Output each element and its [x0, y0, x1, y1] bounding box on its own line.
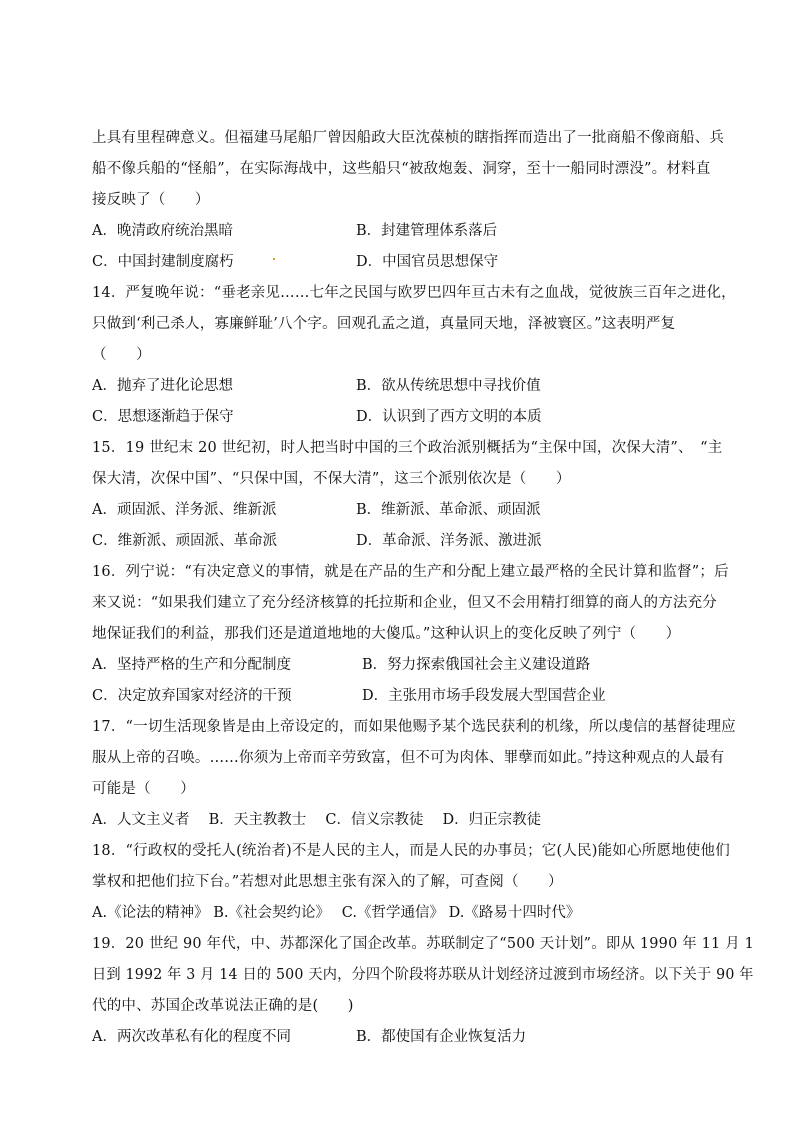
q17-options[interactable]: A．人文主义者 B．天主教教士 C．信义宗教徒 D．归正宗教徒: [92, 812, 542, 828]
q18-line-2: 掌权和把他们拉下台。”若想对此思想主张有深入的了解，可查阅（ ）: [92, 874, 563, 890]
q13-line-1: 上具有里程碑意义。但福建马尾船厂曾因船政大臣沈葆桢的瞎指挥而造出了一批商船不像商船、兵: [92, 130, 725, 146]
q14-line-1: 14．严复晚年说：“垂老亲见……七年之民国与欧罗巴四年亘古未有之血战，觉彼族三百年之进化，: [92, 285, 736, 301]
q13-line-3: 接反映了（ ）: [92, 192, 210, 208]
q19-line-3: 代的中、苏国企改革说法正确的是( ): [92, 998, 354, 1014]
q13-option-a[interactable]: A．晚清政府统治黑暗: [92, 223, 233, 239]
q17-line-3: 可能是（ ）: [92, 781, 195, 797]
q13-option-d[interactable]: D．中国官员思想保守: [356, 254, 499, 270]
q16-line-2: 来又说：“如果我们建立了充分经济核算的托拉斯和企业，但又不会用精打细算的商人的方法充分: [92, 595, 718, 611]
q16-option-b[interactable]: B．努力探索俄国社会主义建设道路: [362, 657, 591, 673]
q15-option-b[interactable]: B．维新派、革命派、顽固派: [356, 502, 541, 518]
q14-option-d[interactable]: D．认识到了西方文明的本质: [356, 409, 542, 425]
q17-line-1: 17．“一切生活现象皆是由上帝设定的，而如果他赐予某个选民获利的机缘，所以虔信的基督徒理应: [92, 719, 736, 735]
q14-option-c[interactable]: C．思想逐渐趋于保守: [92, 409, 234, 425]
q16-option-c[interactable]: C．决定放弃国家对经济的干预: [92, 688, 292, 704]
q18-options[interactable]: A.《论法的精神》 B.《社会契约论》 C.《哲学通信》 D.《路易十四时代》: [92, 905, 581, 921]
q16-line-1: 16．列宁说：“有决定意义的事情，就是在产品的生产和分配上建立最严格的全民计算和监督”；后: [92, 564, 729, 580]
q14-option-a[interactable]: A．抛弃了进化论思想: [92, 378, 233, 394]
stray-mark: [273, 258, 275, 260]
q17-line-2: 服从上帝的召唤。……你须为上帝而辛劳致富，但不可为肉体、罪孽而如此。”持这种观点的人最有: [92, 750, 725, 766]
q15-option-c[interactable]: C．维新派、顽固派、革命派: [92, 533, 278, 549]
q13-line-2: 船不像兵船的“怪船”，在实际海战中，这些船只“被敌炮轰、洞穿，至十一船同时漂没”。材料直: [92, 161, 711, 177]
q15-line-2: 保大清，次保中国”、“只保中国，不保大清”，这三个派别依次是（ ）: [92, 471, 571, 487]
q15-option-a[interactable]: A．顽固派、洋务派、维新派: [92, 502, 277, 518]
q19-line-1: 19．20 世纪 90 年代，中、苏都深化了国企改革。苏联制定了“500 天计划”。即从 1990 年 11 月 1: [92, 936, 755, 952]
q13-option-c[interactable]: C．中国封建制度腐朽: [92, 254, 234, 270]
q14-option-b[interactable]: B．欲从传统思想中寻找价值: [356, 378, 541, 394]
q19-option-a[interactable]: A．两次改革私有化的程度不同: [92, 1029, 291, 1045]
q18-line-1: 18．“行政权的受托人(统治者)不是人民的主人，而是人民的办事员；它(人民)能如心所愿地使他们: [92, 843, 730, 859]
q14-line-3: （ ）: [92, 347, 151, 363]
q19-option-b[interactable]: B．都使国有企业恢复活力: [356, 1029, 527, 1045]
q15-option-d[interactable]: D．革命派、洋务派、激进派: [356, 533, 542, 549]
q13-option-b[interactable]: B．封建管理体系落后: [356, 223, 498, 239]
q14-line-2: 只做到‘利己杀人，寡廉鲜耻’八个字。回观孔孟之道，真量同天地，泽被寰区。”这表明严复: [92, 316, 676, 332]
q16-option-d[interactable]: D．主张用市场手段发展大型国营企业: [362, 688, 606, 704]
q15-line-1: 15．19 世纪末 20 世纪初，时人把当时中国的三个政治派别概括为“主保中国，次保大清”、 “主: [92, 440, 723, 456]
q16-line-3: 地保证我们的利益，那我们还是道道地地的大傻瓜。”这种认识上的变化反映了列宁（ ）: [92, 626, 681, 642]
q16-option-a[interactable]: A．坚持严格的生产和分配制度: [92, 657, 291, 673]
q19-line-2: 日到 1992 年 3 月 14 日的 500 天内，分四个阶段将苏联从计划经济过渡到市场经济。以下关于 90 年: [92, 967, 754, 983]
